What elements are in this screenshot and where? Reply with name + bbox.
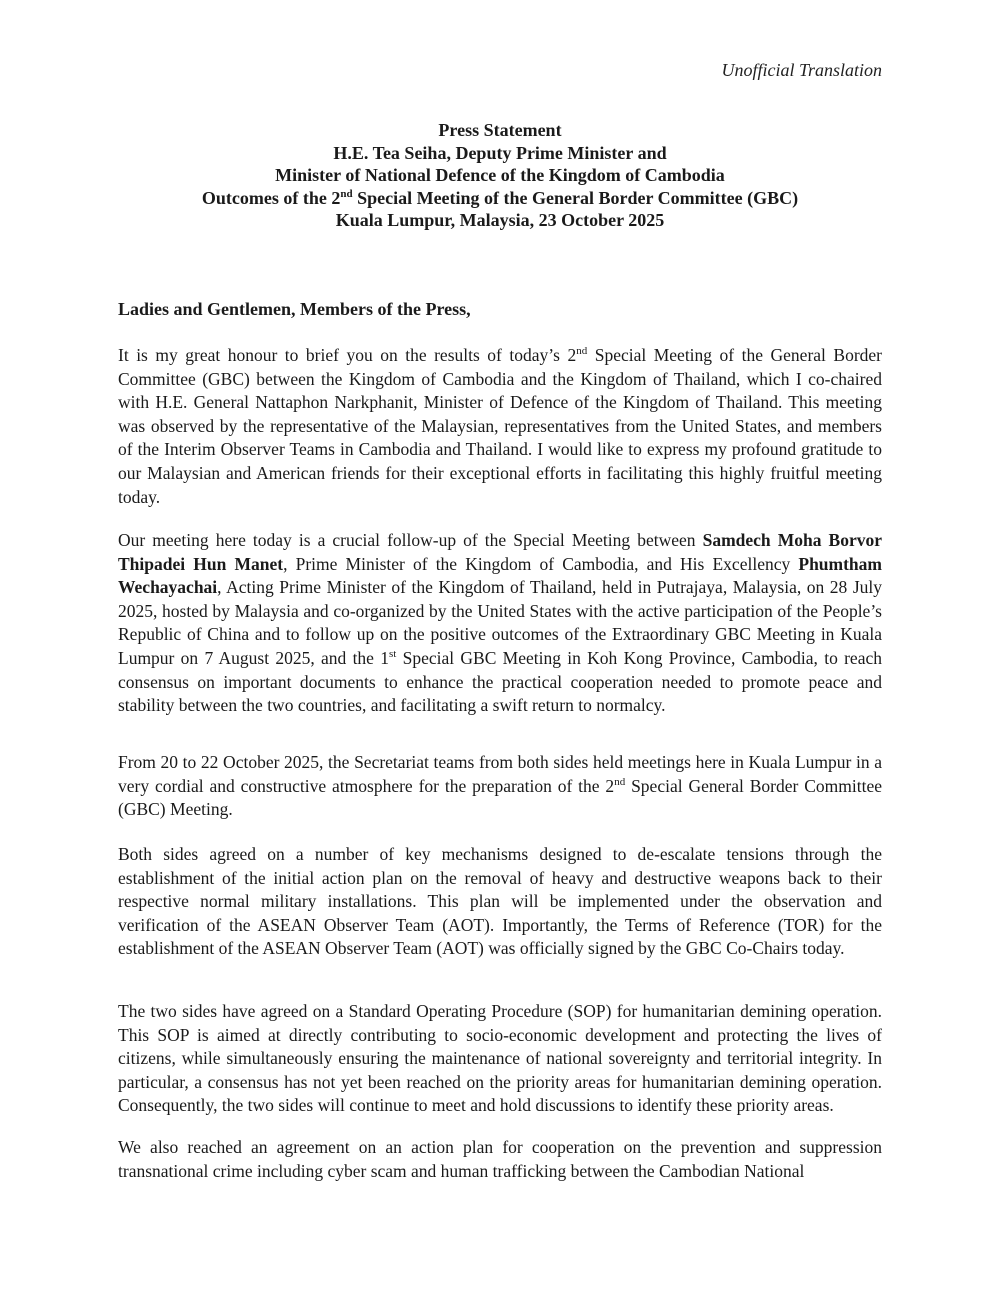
title-line-1: Press Statement xyxy=(438,120,562,140)
salutation: Ladies and Gentlemen, Members of the Press, xyxy=(118,299,471,319)
title-line-4: Outcomes of the 2nd Special Meeting of the General Border Committee (GBC) xyxy=(201,187,799,208)
press-statement-title xyxy=(0,119,1000,232)
title-line-3: Minister of National Defence of the Kingdom of Cambodia xyxy=(275,165,725,185)
paragraph-1: It is my great honour to brief you on the results of today’s 2nd Special Meeting of the General Border Committee (GBC) between the Kingdom of Cambodia and the Kingdom of Thailand, which I co-chaired with H.E. General Nattaphon Narkphanit, Minister of Defence of the Kingdom of Thailand. This meeting was observed by the representative of the Malaysian, representatives from the United States, and members of the Interim Observer Teams in Cambodia and Thailand. I would like to express my profound gratitude to our Malaysian and American friends for their exceptional efforts in facilitating this highly fruitful meeting today. xyxy=(118,345,882,507)
paragraph-5: The two sides have agreed on a Standard Operating Procedure (SOP) for humanitarian demining operation. This SOP is aimed at directly contributing to socio-economic development and protecting the lives of citizens, while simultaneously ensuring the maintenance of national sovereignty and territorial integrity. In particular, a consensus has not yet been reached on the priority areas for humanitarian demining operation. Consequently, the two sides will continue to meet and hold discussions to identify these priority areas. xyxy=(118,1001,882,1116)
paragraph-2: Our meeting here today is a crucial follow-up of the Special Meeting between Samdech Moha Borvor Thipadei Hun Manet, Prime Minister of the Kingdom of Cambodia, and His Excellency Phumtham Wechayachai, Acting Prime Minister of the Kingdom of Thailand, held in Putrajaya, Malaysia, on 28 July 2025, hosted by Malaysia and co-organized by the United States with the active participation of the People’s Republic of China and to follow up on the positive outcomes of the Extraordinary GBC Meeting in Kuala Lumpur on 7 August 2025, and the 1st Special GBC Meeting in Koh Kong Province, Cambodia, to reach consensus on important documents to enhance the practical cooperation needed to promote peace and stability between the two countries, and facilitating a swift return to normalcy. xyxy=(118,530,882,716)
title-line-5: Kuala Lumpur, Malaysia, 23 October 2025 xyxy=(335,210,665,230)
unofficial-translation-label: Unofficial Translation xyxy=(721,60,882,80)
title-line-2: H.E. Tea Seiha, Deputy Prime Minister and xyxy=(333,142,667,163)
paragraph-3: From 20 to 22 October 2025, the Secretariat teams from both sides held meetings here in Kuala Lumpur in a very cordial and constructive atmosphere for the preparation of the 2nd Special General Border Committee (GBC) Meeting. xyxy=(118,752,882,820)
paragraph-4: Both sides agreed on a number of key mechanisms designed to de-escalate tensions through the establishment of the initial action plan on the removal of heavy and destructive weapons back to their respective normal military installations. This plan will be implemented under the observation and verification of the ASEAN Observer Team (AOT). Importantly, the Terms of Reference (TOR) for the establishment of the ASEAN Observer Team (AOT) was officially signed by the GBC Co-Chairs today. xyxy=(118,844,882,959)
paragraph-6: We also reached an agreement on an action plan for cooperation on the prevention and suppression transnational crime including cyber scam and human trafficking between the Cambodian National xyxy=(118,1137,882,1181)
